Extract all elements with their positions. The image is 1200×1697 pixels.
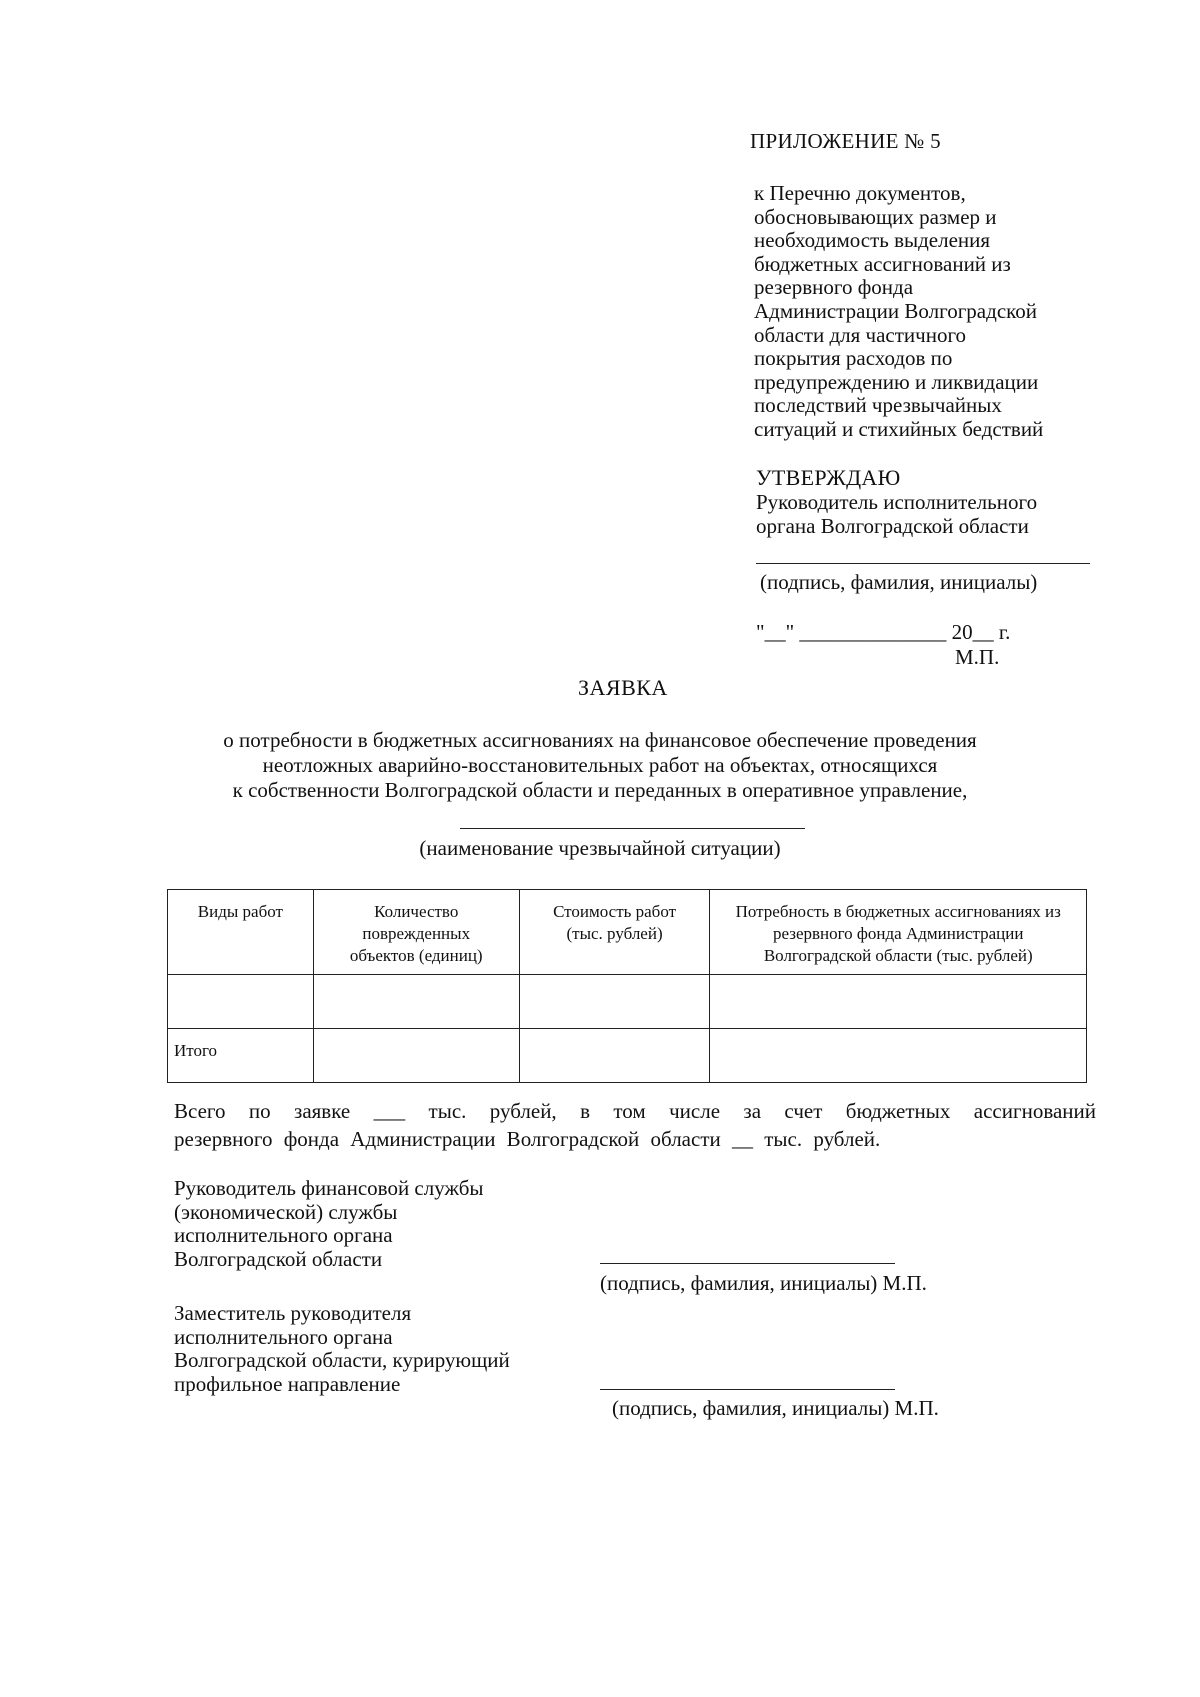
subtitle-line: к собственности Волгоградской области и переданных в оперативное управление, <box>232 778 968 802</box>
works-table <box>167 889 1087 1083</box>
approval-line: органа Волгоградской области <box>756 514 1029 538</box>
subtitle-line: о потребности в бюджетных ассигнованиях на финансовое обеспечение проведения <box>223 728 977 752</box>
approval-line: Руководитель исполнительного <box>756 490 1038 514</box>
table-cell[interactable] <box>710 975 1087 1029</box>
signature-caption: (подпись, фамилия, инициалы) М.П. <box>600 1271 927 1295</box>
table-cell[interactable] <box>168 975 314 1029</box>
annex-line: необходимость выделения <box>754 228 991 253</box>
emergency-name-caption: (наименование чрезвычайной ситуации) <box>419 836 781 860</box>
header-damaged-count: Количество поврежденных объектов (единиц) <box>313 890 519 975</box>
table-cell[interactable] <box>313 1029 519 1083</box>
signature-line-text: профильное направление <box>174 1371 401 1396</box>
annex-line: предупреждению и ликвидации <box>754 369 1039 394</box>
annex-line: ситуаций и стихийных бедствий <box>754 416 1044 441</box>
approval-signature-caption: (подпись, фамилия, инициалы) <box>760 570 1038 594</box>
approval-date: "__" ______________ 20__ г. <box>756 620 1011 644</box>
annex-line: бюджетных ассигнований из <box>754 251 1011 276</box>
total-paragraph <box>174 1097 1096 1153</box>
table-cell[interactable] <box>519 975 710 1029</box>
annex-line: Администрации Волгоградской <box>754 298 1038 323</box>
annex-line: к Перечню документов, <box>754 181 966 205</box>
subtitle-line: неотложных аварийно-восстановительных работ на объектах, относящихся <box>262 753 938 777</box>
approval-signature-line <box>756 563 1090 564</box>
annex-reference <box>754 182 1154 442</box>
signature-line-text: исполнительного органа <box>174 1223 393 1248</box>
signature-deputy-head <box>174 1302 510 1396</box>
signature-line-text: Руководитель финансовой службы <box>174 1176 484 1200</box>
total-label: Итого <box>168 1029 314 1083</box>
signature-line-text: Волгоградской области <box>174 1246 383 1271</box>
total-line: Всего по заявке ___ тыс. рублей, в том числе за счет бюджетных ассигнований <box>174 1099 1096 1123</box>
annex-line: покрытия расходов по <box>754 346 953 371</box>
approval-block <box>756 466 1156 538</box>
signature-line-text: Заместитель руководителя <box>174 1301 412 1325</box>
document-title: ЗАЯВКА <box>578 675 668 700</box>
header-work-type: Виды работ <box>168 890 314 975</box>
signature-line-text: (экономической) службы <box>174 1199 398 1224</box>
document-subtitle <box>150 728 1050 803</box>
signature-line <box>600 1263 895 1264</box>
signature-line <box>600 1389 895 1390</box>
emergency-name-line <box>460 828 805 829</box>
header-work-cost: Стоимость работ (тыс. рублей) <box>519 890 710 975</box>
annex-title: ПРИЛОЖЕНИЕ № 5 <box>750 129 941 153</box>
header-reserve-fund-need: Потребность в бюджетных ассигнованиях из резервного фонда Администрации Волгоградской области (тыс. рублей) <box>710 890 1087 975</box>
annex-line: области для частичного <box>754 322 967 347</box>
annex-line: резервного фонда <box>754 275 914 300</box>
table-cell[interactable] <box>313 975 519 1029</box>
total-line: резервного фонда Администрации Волгоградской области __ тыс. рублей. <box>174 1127 881 1151</box>
table-row <box>168 975 1087 1029</box>
table-cell[interactable] <box>519 1029 710 1083</box>
signature-line-text: исполнительного органа <box>174 1324 393 1349</box>
annex-line: обосновывающих размер и <box>754 204 997 229</box>
approval-stamp: М.П. <box>955 645 1000 669</box>
approval-heading: УТВЕРЖДАЮ <box>756 465 901 490</box>
table-cell[interactable] <box>710 1029 1087 1083</box>
signature-caption: (подпись, фамилия, инициалы) М.П. <box>612 1396 939 1420</box>
table-total-row <box>168 1029 1087 1083</box>
table-header-row <box>168 890 1087 975</box>
signature-finance-head <box>174 1177 483 1271</box>
signature-line-text: Волгоградской области, курирующий <box>174 1348 510 1373</box>
annex-line: последствий чрезвычайных <box>754 393 1002 418</box>
